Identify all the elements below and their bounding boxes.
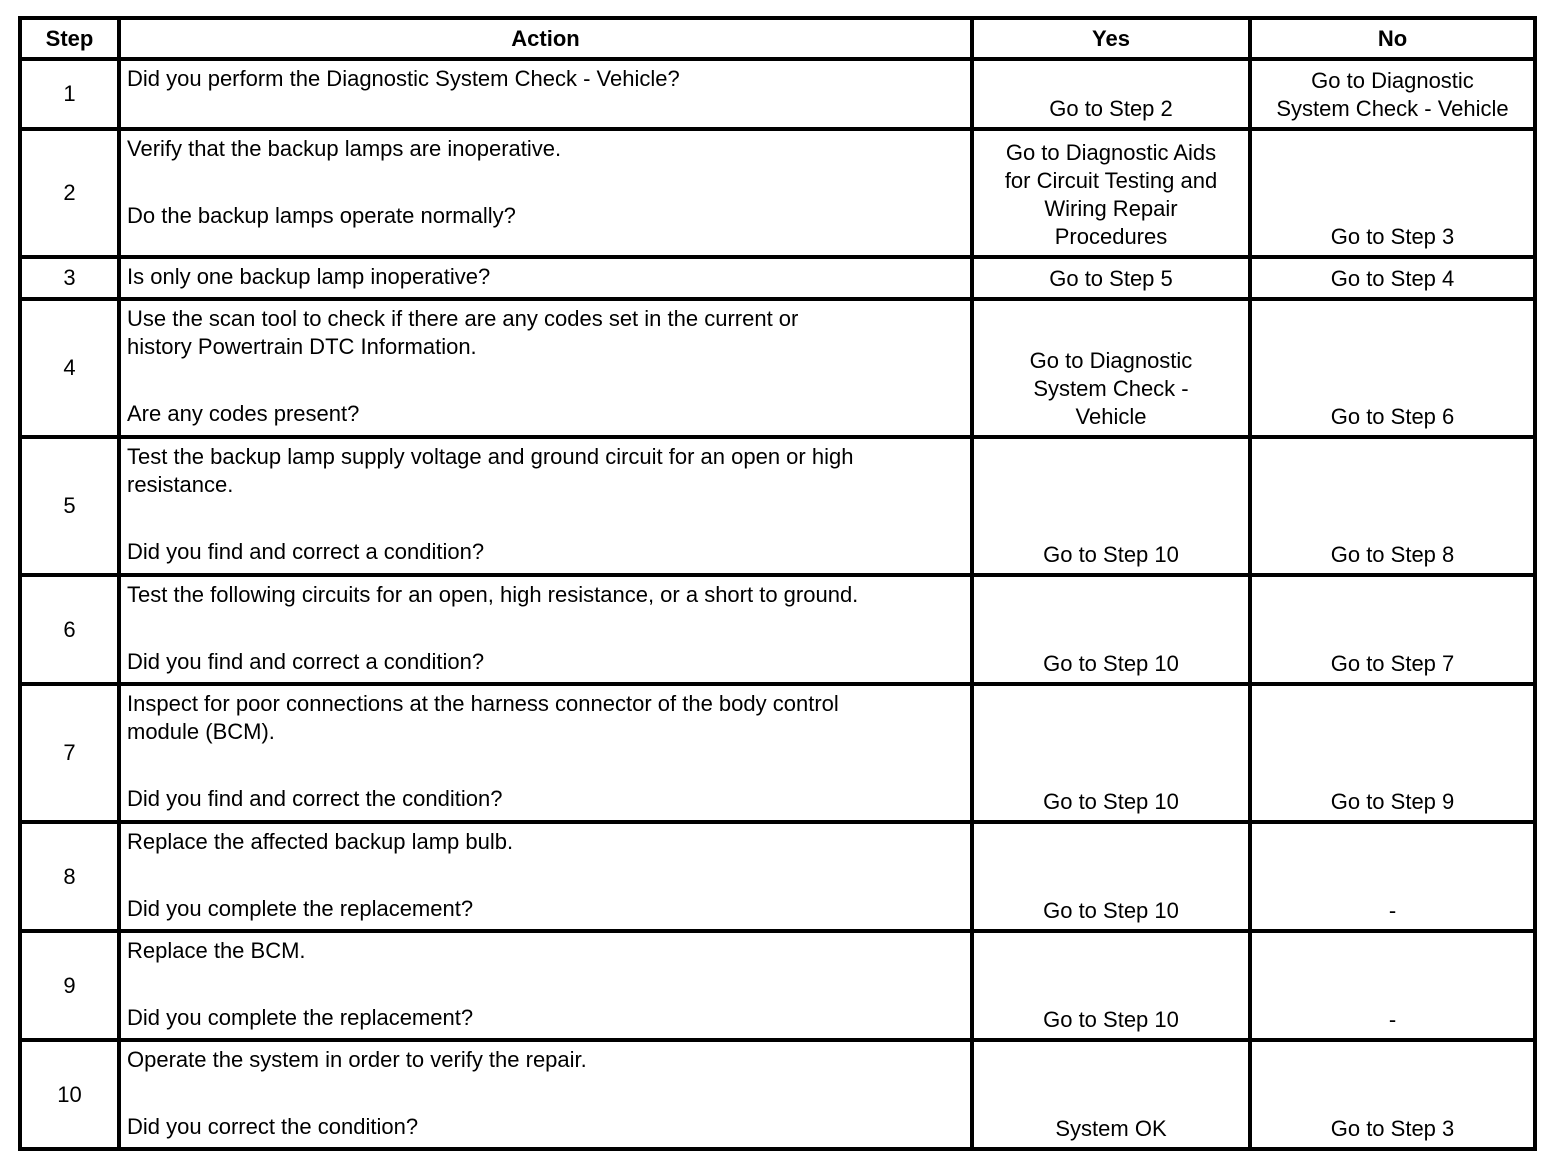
action-cell bbox=[119, 129, 972, 257]
no-result bbox=[1250, 931, 1535, 1040]
table-row bbox=[20, 59, 1535, 129]
action-text: Use the scan tool to check if there are any codes set in the current or bbox=[127, 306, 799, 331]
action-question: Did you correct the condition? bbox=[127, 1114, 419, 1139]
table-row bbox=[20, 257, 1535, 299]
table-row bbox=[20, 129, 1535, 257]
no-result-text: Go to Step 3 bbox=[1330, 224, 1455, 249]
step-number: 10 bbox=[20, 1040, 119, 1149]
step-number: 1 bbox=[20, 59, 119, 129]
yes-result bbox=[972, 1040, 1250, 1149]
yes-result-text: Go to Diagnostic Aids bbox=[1005, 140, 1217, 165]
table-row bbox=[20, 437, 1535, 575]
yes-result bbox=[972, 931, 1250, 1040]
header-row bbox=[20, 18, 1535, 59]
yes-result bbox=[972, 129, 1250, 257]
yes-result-text: Go to Step 10 bbox=[1043, 542, 1179, 567]
action-cell bbox=[119, 931, 972, 1040]
no-result bbox=[1250, 822, 1535, 931]
header-step: Step bbox=[20, 18, 119, 59]
action-spacer bbox=[127, 746, 962, 785]
action-question: Did you complete the replacement? bbox=[127, 896, 474, 921]
yes-result bbox=[972, 437, 1250, 575]
yes-result bbox=[972, 59, 1250, 129]
no-result-text: Go to Step 9 bbox=[1330, 789, 1455, 814]
action-question: Are any codes present? bbox=[127, 401, 360, 426]
header-yes: Yes bbox=[972, 18, 1250, 59]
action-text: Operate the system in order to verify the repair. bbox=[127, 1047, 587, 1072]
action-question: Did you find and correct a condition? bbox=[127, 649, 485, 674]
header-action: Action bbox=[119, 18, 972, 59]
step-number: 4 bbox=[20, 299, 119, 437]
action-cell bbox=[119, 575, 972, 684]
yes-result-text: Go to Step 2 bbox=[1049, 96, 1173, 121]
no-result bbox=[1250, 437, 1535, 575]
yes-result-text: Go to Step 10 bbox=[1043, 789, 1179, 814]
table-row bbox=[20, 684, 1535, 822]
yes-result bbox=[972, 822, 1250, 931]
action-cell bbox=[119, 299, 972, 437]
yes-result-text: Go to Step 10 bbox=[1043, 898, 1179, 923]
step-number: 9 bbox=[20, 931, 119, 1040]
step-number: 8 bbox=[20, 822, 119, 931]
no-result-text: Go to Diagnostic bbox=[1311, 68, 1474, 93]
action-text: Replace the affected backup lamp bulb. bbox=[127, 829, 514, 854]
yes-result-text: Wiring Repair bbox=[1044, 196, 1178, 221]
yes-result-text: Vehicle bbox=[1075, 404, 1147, 429]
action-cell bbox=[119, 59, 972, 129]
action-spacer bbox=[127, 856, 962, 895]
no-result-text: Go to Step 4 bbox=[1330, 266, 1455, 291]
table-row bbox=[20, 931, 1535, 1040]
action-spacer bbox=[127, 965, 962, 1004]
yes-result bbox=[972, 575, 1250, 684]
table-row bbox=[20, 822, 1535, 931]
step-number: 2 bbox=[20, 129, 119, 257]
no-result bbox=[1250, 257, 1535, 299]
action-text: Test the backup lamp supply voltage and ground circuit for an open or high bbox=[127, 444, 854, 469]
yes-result-text: System OK bbox=[1055, 1116, 1167, 1141]
step-number: 6 bbox=[20, 575, 119, 684]
no-result-text: - bbox=[1388, 1007, 1397, 1032]
action-text: Verify that the backup lamps are inoperative. bbox=[127, 136, 562, 161]
table-row bbox=[20, 299, 1535, 437]
action-text: history Powertrain DTC Information. bbox=[127, 334, 477, 359]
action-text: Replace the BCM. bbox=[127, 938, 306, 963]
yes-result-text: Go to Diagnostic bbox=[1029, 348, 1193, 373]
no-result-text: System Check - Vehicle bbox=[1276, 96, 1509, 121]
step-number: 7 bbox=[20, 684, 119, 822]
action-cell bbox=[119, 822, 972, 931]
action-text: Did you perform the Diagnostic System Check - Vehicle? bbox=[127, 66, 680, 91]
yes-result bbox=[972, 257, 1250, 299]
no-result-text: Go to Step 6 bbox=[1330, 404, 1455, 429]
no-result bbox=[1250, 575, 1535, 684]
yes-result-text: for Circuit Testing and bbox=[1004, 168, 1218, 193]
action-text: Test the following circuits for an open, high resistance, or a short to ground. bbox=[127, 582, 859, 607]
action-question: Do the backup lamps operate normally? bbox=[127, 203, 516, 228]
action-text: resistance. bbox=[127, 472, 234, 497]
header-no: No bbox=[1250, 18, 1535, 59]
yes-result-text: Go to Step 5 bbox=[1049, 266, 1173, 291]
no-result bbox=[1250, 1040, 1535, 1149]
no-result bbox=[1250, 684, 1535, 822]
action-question: Did you complete the replacement? bbox=[127, 1005, 474, 1030]
no-result bbox=[1250, 299, 1535, 437]
action-spacer bbox=[127, 163, 962, 202]
no-result-text: Go to Step 8 bbox=[1330, 542, 1455, 567]
no-result-text: Go to Step 7 bbox=[1330, 651, 1455, 676]
action-cell bbox=[119, 1040, 972, 1149]
no-result-text: Go to Step 3 bbox=[1330, 1116, 1455, 1141]
action-cell bbox=[119, 257, 972, 299]
yes-result-text: System Check - bbox=[1033, 376, 1189, 401]
no-result-text: - bbox=[1388, 898, 1397, 923]
yes-result-text: Go to Step 10 bbox=[1043, 651, 1179, 676]
table-row bbox=[20, 1040, 1535, 1149]
action-cell bbox=[119, 437, 972, 575]
table-row bbox=[20, 575, 1535, 684]
action-text: Inspect for poor connections at the harness connector of the body control bbox=[127, 691, 839, 716]
action-text: module (BCM). bbox=[127, 719, 275, 744]
action-spacer bbox=[127, 361, 962, 400]
no-result bbox=[1250, 129, 1535, 257]
yes-result-text: Procedures bbox=[1054, 224, 1168, 249]
table-body bbox=[20, 59, 1535, 1149]
yes-result bbox=[972, 684, 1250, 822]
action-spacer bbox=[127, 609, 962, 648]
yes-result-text: Go to Step 10 bbox=[1043, 1007, 1179, 1032]
action-question: Did you find and correct a condition? bbox=[127, 539, 485, 564]
diagnostic-table bbox=[18, 16, 1537, 1151]
step-number: 5 bbox=[20, 437, 119, 575]
yes-result bbox=[972, 299, 1250, 437]
action-question: Did you find and correct the condition? bbox=[127, 786, 503, 811]
step-number: 3 bbox=[20, 257, 119, 299]
action-spacer bbox=[127, 499, 962, 538]
action-text: Is only one backup lamp inoperative? bbox=[127, 264, 491, 289]
action-spacer bbox=[127, 1074, 962, 1113]
action-cell bbox=[119, 684, 972, 822]
no-result bbox=[1250, 59, 1535, 129]
